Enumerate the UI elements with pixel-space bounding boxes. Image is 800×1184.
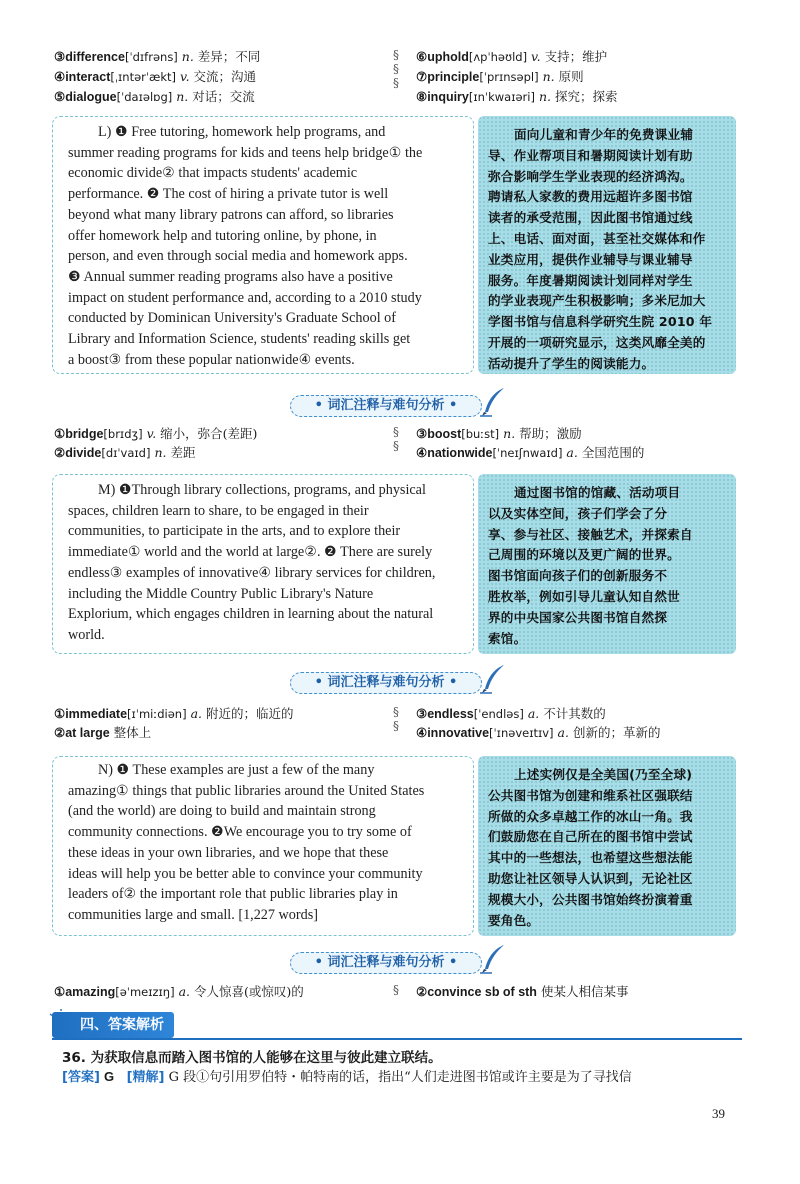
vocab-entry: ③boost[buːst] n. 帮助；激励 [416, 426, 582, 441]
vocab-entry: ⑧inquiry[ɪnˈkwaɪəri] n. 探究；探索 [416, 89, 618, 104]
answer-value: G [104, 1069, 115, 1084]
vocab-entry: ③endless[ˈendləs] a. 不计其数的 [416, 706, 606, 721]
page-number: 39 [712, 1106, 725, 1121]
column-separator: § § [393, 705, 397, 733]
vocab-entry: ②convince sb of sth 使某人相信某事 [416, 984, 629, 999]
vocab-entry: ④nationwide[ˈneɪʃnwaɪd] a. 全国范围的 [416, 445, 645, 460]
passage-M-translation: 通过图书馆的馆藏、活动项目 以及实体空间，孩子们学会了分 享、参与社区、接触艺术，并探索自 己周围的环境以及更广阔的世界。 图书馆面向孩子们的创新服务不 胜枚举，例如引导儿童认知自然世 界的中央国家公共图书馆自然探 索馆。 [478, 474, 736, 654]
quill-pen-icon [480, 943, 506, 975]
vocab-entry: ③difference[ˈdɪfrəns] n. 差异；不同 [54, 49, 261, 64]
vocab-entry: ①amazing[əˈmeɪzɪŋ] a. 令人惊喜(或惊叹)的 [54, 984, 304, 999]
quill-pen-icon [480, 386, 506, 418]
vocab-entry: ⑤dialogue[ˈdaɪəlɒg] n. 对话；交流 [54, 89, 255, 104]
quill-pen-icon [480, 663, 506, 695]
analysis-tag: [精解] [126, 1070, 165, 1085]
passage-L-text: L) ❶ Free tutoring, homework help programs, and summer reading programs for kids and teens help bridge① the economic divide② that impacts students' academic performance. ❷ The cost of hiring a private tutor is well beyond what many library patrons can afford, so libraries offer homework help and tutoring online, by phone, in person, and even through social media and homework apps. ❸ Annual summer reading programs also have a positive impact on student performance and, according to a 2010 study conducted by Dominican University's Graduate School of Library and Information Science, students' reading skills get a boost③ from these popular nationwide④ events. [68, 124, 423, 368]
analysis-text: G 段①句引用罗伯特・帕特南的话，指出“人们走进图书馆或许主要是为了寻找信 [168, 1070, 632, 1085]
vocab-entry: ⑦principle[ˈprɪnsəpl] n. 原则 [416, 69, 584, 84]
answer-line [62, 1066, 632, 1085]
passage-L-translation: 面向儿童和青少年的免费课业辅 导、作业帮项目和暑期阅读计划有助 弥合影响学生学业表现的经济鸿沟。 聘请私人家教的费用远超许多图书馆 读者的承受范围，因此图书馆通过线 上、电话、面对面，甚至社交媒体和作 业类应用，提供作业辅导与课业辅导 服务。年度暑期阅读计划同样对学生 的学业表现产生积极影响；多米尼加大 学图书馆与信息科学研究生院 2010 年 开展的一项研究显示，这类风靡全美的 活动提升了学生的阅读能力。 [478, 116, 736, 374]
vocab-entry: ②at large 整体上 [54, 725, 152, 740]
vocab-analysis-banner: • 词汇注释与难句分析 • [290, 395, 482, 417]
question-36: 36. 为获取信息而踏入图书馆的人能够在这里与彼此建立联结。 [62, 1050, 442, 1066]
vocab-entry: ②divide[dɪˈvaɪd] n. 差距 [54, 445, 196, 460]
vocab-analysis-banner: • 词汇注释与难句分析 • [290, 672, 482, 694]
passage-N-text: N) ❶ These examples are just a few of the many amazing① things that public libraries around the United States (and the world) are doing to build and maintain strong community connections. ❷We encourage you to try some of these ideas in your own libraries, and we hope that these ideas will help you be better able to convince your community leaders of② the important role that public libraries play in communities large and small. [1,227 words] [68, 762, 425, 923]
column-separator: § § [393, 425, 397, 453]
column-separator: § [393, 983, 397, 997]
vocab-entry: ④interact[ˌɪntərˈækt] v. 交流；沟通 [54, 69, 257, 84]
vocab-entry: ①bridge[brɪdʒ] v. 缩小，弥合(差距) [54, 426, 258, 441]
vocab-entry: ①immediate[ɪˈmiːdiən] a. 附近的；临近的 [54, 706, 294, 721]
vocab-entry: ⑥uphold[ʌpˈhəʊld] v. 支持；维护 [416, 49, 608, 64]
section-divider [52, 1038, 742, 1040]
section-title: 四、答案解析 [52, 1012, 174, 1038]
vocab-entry: ④innovative[ˈɪnəveɪtɪv] a. 创新的；革新的 [416, 725, 661, 740]
passage-N-translation: 上述实例仅是全美国(乃至全球) 公共图书馆为创建和维系社区强联结 所做的众多卓越工作的冰山一角。我 们鼓励您在自己所在的图书馆中尝试 其中的一些想法，也希望这些想法能 助您让社区领导人认识到，无论社区 规模大小，公共图书馆始终扮演着重 要角色。 [478, 756, 736, 936]
answer-tag: [答案] [62, 1070, 100, 1085]
column-separator: § § § [393, 48, 397, 90]
passage-M-text: M) ❶Through library collections, programs, and physical spaces, children learn to share, to be engaged in their communities, to participate in the arts, and to explore their immediate① world and the world at large②. ❷ There are surely endless③ examples of innovative④ library services for children, including the Middle Country Public Library's Nature Explorium, which engages children in learning about the natural world. [68, 482, 436, 643]
vocab-analysis-banner: • 词汇注释与难句分析 • [290, 952, 482, 974]
